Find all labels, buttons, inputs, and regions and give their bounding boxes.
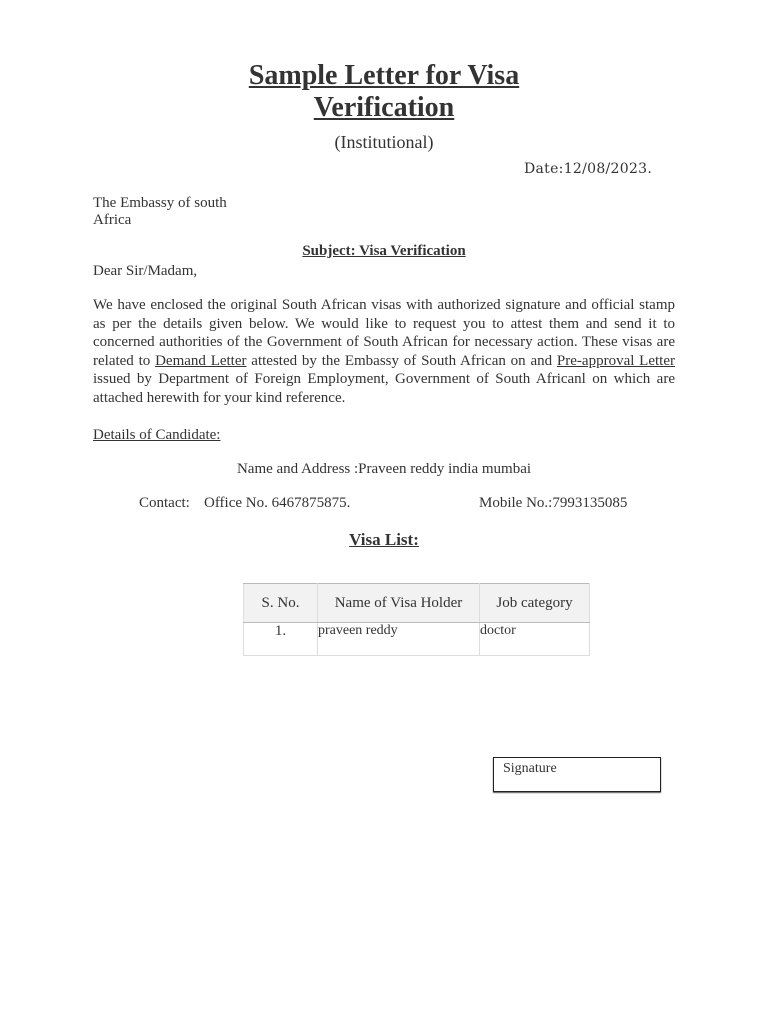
recipient-line-2: Africa xyxy=(93,212,132,228)
office-number: Office No. 6467875875. xyxy=(204,495,351,511)
body-text-1: We have enclosed the original South African visas with authorized signature and official stamp as per the details given below. We would like to request you to attest them and send it to concerned authorities of the Government of South African for necessary action. These visas are related to xyxy=(93,297,675,369)
recipient-address xyxy=(93,195,253,229)
contact-label: Contact: xyxy=(139,495,190,511)
mobile-number: Mobile No.:7993135085 xyxy=(479,495,628,511)
title-line-2: Verification xyxy=(313,92,455,123)
signature-label: Signature xyxy=(503,761,557,776)
header-name: Name of Visa Holder xyxy=(318,584,480,623)
letter-date: Date:12/08/2023. xyxy=(524,161,653,177)
header-job: Job category xyxy=(480,584,590,623)
table-row xyxy=(244,623,590,656)
title-line-1: Sample Letter for Visa xyxy=(248,60,520,91)
demand-letter-text: Demand Letter xyxy=(155,352,247,369)
greeting: Dear Sir/Madam, xyxy=(93,263,198,279)
cell-job: doctor xyxy=(480,623,590,656)
body-text-2: attested by the Embassy of South African on and xyxy=(246,352,557,369)
subject-line: Subject: Visa Verification xyxy=(302,243,466,259)
visa-list-heading: Visa List: xyxy=(349,530,419,549)
letter-title xyxy=(0,60,768,124)
details-heading: Details of Candidate: xyxy=(93,427,221,443)
cell-name: praveen reddy xyxy=(318,623,480,656)
signature-box xyxy=(493,757,661,792)
header-sno: S. No. xyxy=(244,584,318,623)
body-paragraph xyxy=(93,296,675,407)
visa-table xyxy=(243,583,590,656)
cell-sno: 1. xyxy=(244,623,318,656)
name-address: Name and Address :Praveen reddy india mumbai xyxy=(236,461,532,477)
body-text-3: issued by Department of Foreign Employment, Government of South Africanl on which are attached herewith for your kind reference. xyxy=(93,371,675,406)
recipient-line-1: The Embassy of south xyxy=(93,195,227,211)
pre-approval-letter-text: Pre-approval Letter xyxy=(556,352,675,369)
table-header-row xyxy=(244,584,590,623)
letter-subtitle: (Institutional) xyxy=(334,132,434,152)
